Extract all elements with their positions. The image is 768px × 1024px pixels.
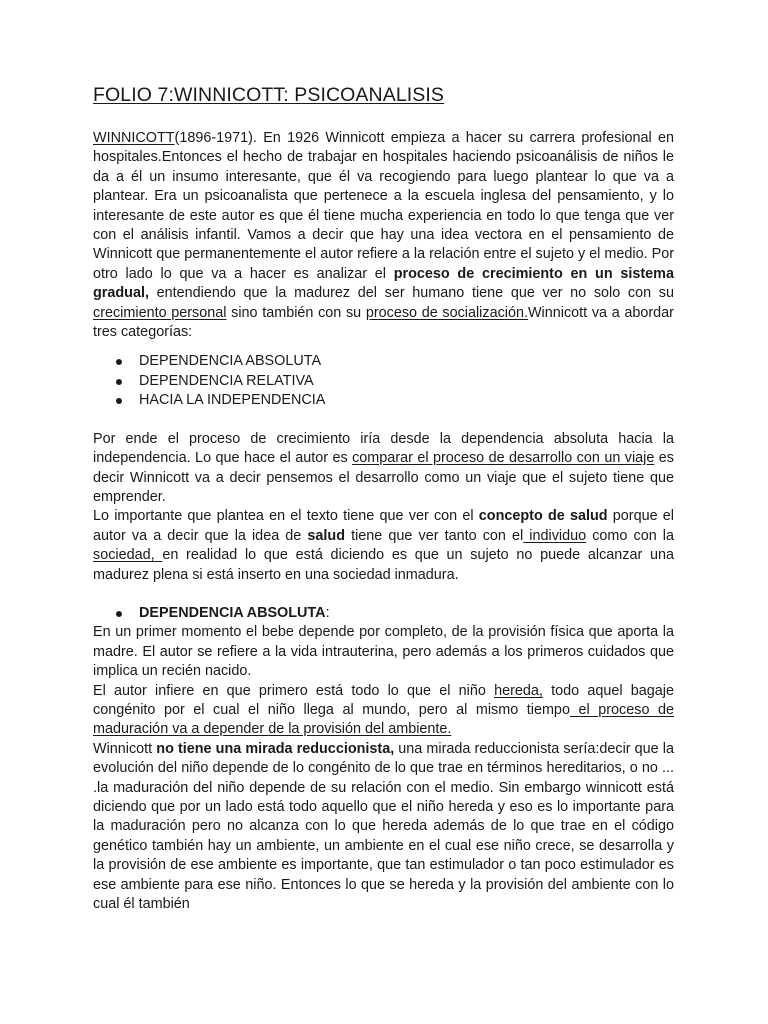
underlined-phrase: individuo xyxy=(523,527,587,544)
underlined-phrase: comparar el proceso de desarrollo con un viaje xyxy=(352,450,655,467)
list-item xyxy=(93,352,674,371)
paragraph-dependence: En un primer momento el bebe depende por completo, de la provisión física que aporta la madre. El autor se refiere a la vida intrauterina, pero además a los primeros cuidados que implica un recién nacido. xyxy=(93,624,674,680)
bullet-icon xyxy=(116,379,122,385)
underlined-phrase: crecimiento personal xyxy=(93,304,227,321)
text-span: porque el autor va a decir que la idea de xyxy=(93,508,674,544)
paragraph-inheritance xyxy=(93,682,674,740)
bullet-icon xyxy=(116,398,122,404)
list-item xyxy=(93,372,674,391)
category-list xyxy=(93,352,674,410)
paragraph-reductionist xyxy=(93,740,674,915)
text-span: es decir Winnicott va a decir pensemos el desarrollo como un viaje que el sujeto tiene que emprender. xyxy=(93,450,674,505)
text-span: Winnicott va a abordar tres categorías: xyxy=(93,304,674,341)
page-title: FOLIO 7:WINNICOTT: PSICOANALISIS xyxy=(93,84,445,106)
text-span: Winnicott xyxy=(93,740,157,757)
text-span: (1896-1971). En 1926 Winnicott empieza a hacer su carrera profesional en hospitales.Entonces el hecho de trabajar en hospitales haciendo psicoanálisis de niños le da a él un insumo interesante, que él va recogiendo para luego plantear lo que va a plantear. Era un psicoanalista que pertenece a la escuela inglesa del pensamiento, y lo interesante de este autor es que él tiene mucha experiencia en todo lo que tenga que ver con el análisis infantil. Vamos a decir que hay una idea vectora en el pensamiento de Winnicott que permanentemente el autor refiere a la relación entre el sujeto y el medio. Por otro lado lo que va a hacer es analizar el xyxy=(93,130,674,282)
underlined-phrase: proceso de socialización. xyxy=(365,304,528,321)
list-item xyxy=(93,391,674,410)
bullet-icon xyxy=(116,359,122,365)
text-span: todo aquel bagaje congénito por el cual el niño llega al mundo, pero al mismo tiempo xyxy=(93,682,674,718)
text-span: en realidad lo que está diciendo es que un sujeto no puede alcanzar una madurez plena si está inserto en una sociedad inmadura. xyxy=(93,547,674,583)
text-span: entendiendo que la madurez del ser humano tiene que ver no solo con su xyxy=(148,285,674,302)
list-item-label: DEPENDENCIA RELATIVA xyxy=(139,372,314,389)
list-item-label: DEPENDENCIA ABSOLUTA xyxy=(139,353,322,370)
section-heading-colon: : xyxy=(325,604,330,621)
bold-phrase: concepto de salud xyxy=(478,508,608,525)
text-span: como con la xyxy=(586,527,674,544)
bold-phrase: salud xyxy=(307,527,345,544)
text-span: tiene que ver tanto con el xyxy=(345,527,524,544)
paragraph-intro xyxy=(93,129,674,342)
paragraph-health xyxy=(93,507,674,585)
author-name: WINNICOTT xyxy=(93,130,175,146)
text-span: sino también con su xyxy=(226,304,366,321)
paragraph-process xyxy=(93,430,674,508)
underlined-phrase: hereda, xyxy=(494,682,543,699)
bold-phrase: proceso de crecimiento en un sistema gradual, xyxy=(93,265,674,302)
section-heading xyxy=(93,604,674,623)
text-span: Por ende el proceso de crecimiento iría desde la dependencia absoluta hacia la independencia. Lo que hace el autor es xyxy=(93,430,674,467)
section-heading-label: DEPENDENCIA ABSOLUTA xyxy=(139,604,326,621)
text-span: Lo importante que plantea en el texto tiene que ver con el xyxy=(93,508,479,525)
underlined-phrase: sociedad, xyxy=(93,547,163,564)
text-span: El autor infiere en que primero está todo lo que el niño xyxy=(93,682,495,699)
text-span: una mirada reduccionista sería:decir que la evolución del niño depende de lo congénito de lo que trae en términos hereditarios, o no ... .la maduración del niño depende de su relación con el medio. Sin embargo winnicott está diciendo que por un lado está todo aquello que el niño hereda y eso es lo importante para la maduración pero no alcanza con lo que hereda además de lo que trae en el código genético también hay un ambiente, un ambiente en el cual ese niño crece, se desarrolla y la provisión de ese ambiente es importante, que tan estimulador o tan poco estimulador es ese ambiente para ese niño. Entonces lo que se hereda y la provisión del ambiente con lo cual él también xyxy=(93,740,674,913)
bold-phrase: no tiene una mirada reduccionista, xyxy=(156,740,395,757)
underlined-phrase: el proceso de maduración va a depender de la provisión del ambiente. xyxy=(93,701,674,738)
bullet-icon xyxy=(116,611,122,617)
list-item-label: HACIA LA INDEPENDENCIA xyxy=(139,392,326,409)
